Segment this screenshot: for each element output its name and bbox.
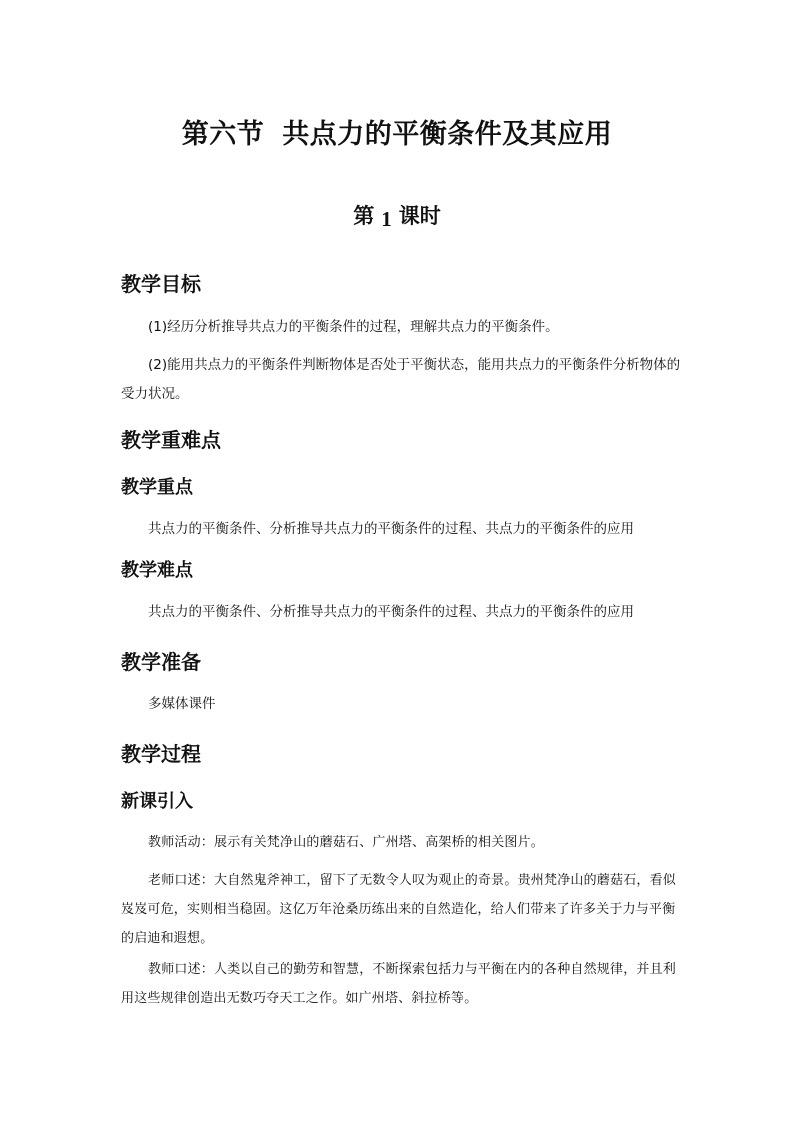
key-difficult-heading: 教学重难点 [121, 428, 221, 452]
intro-heading: 新课引入 [121, 791, 193, 812]
process-heading: 教学过程 [121, 742, 201, 766]
lesson-subtitle [0, 200, 794, 230]
subtitle-number: 1 [381, 207, 392, 231]
goals-heading: 教学目标 [121, 272, 201, 296]
intro-paragraph-3: 教师口述：人类以自己的勤劳和智慧，不断探索包括力与平衡在内的各种自然规律，并且利用这些规律创造出无数巧夺天工之作。如广州塔、斜拉桥等。 [121, 962, 677, 1006]
title-section-label: 第六节 [181, 119, 265, 150]
difficult-points-heading: 教学难点 [121, 560, 193, 581]
key-points-heading: 教学重点 [121, 477, 193, 498]
title-topic: 共点力的平衡条件及其应用 [282, 119, 613, 150]
page-title [0, 112, 794, 151]
preparation-heading: 教学准备 [121, 650, 201, 674]
subtitle-suffix: 课时 [398, 204, 441, 228]
goal-1: (1)经历分析推导共点力的平衡条件的过程，理解共点力的平衡条件。 [148, 319, 559, 335]
key-points-text: 共点力的平衡条件、分析推导共点力的平衡条件的过程、共点力的平衡条件的应用 [148, 521, 634, 537]
difficult-points-text: 共点力的平衡条件、分析推导共点力的平衡条件的过程、共点力的平衡条件的应用 [148, 604, 634, 620]
intro-paragraph-2: 老师口述：大自然鬼斧神工，留下了无数令人叹为观止的奇景。贵州梵净山的蘑菇石，看似岌岌可危，实则相当稳固。这亿万年沧桑历练出来的自然造化，给人们带来了许多关于力与平衡的启迪和遐想。 [121, 873, 677, 946]
preparation-text: 多媒体课件 [148, 696, 216, 712]
goal-2: (2)能用共点力的平衡条件判断物体是否处于平衡状态，能用共点力的平衡条件分析物体的受力状况。 [121, 357, 681, 402]
intro-paragraph-1: 教师活动：展示有关梵净山的蘑菇石、广州塔、高架桥的相关图片。 [148, 835, 545, 850]
subtitle-prefix: 第 [353, 204, 375, 228]
